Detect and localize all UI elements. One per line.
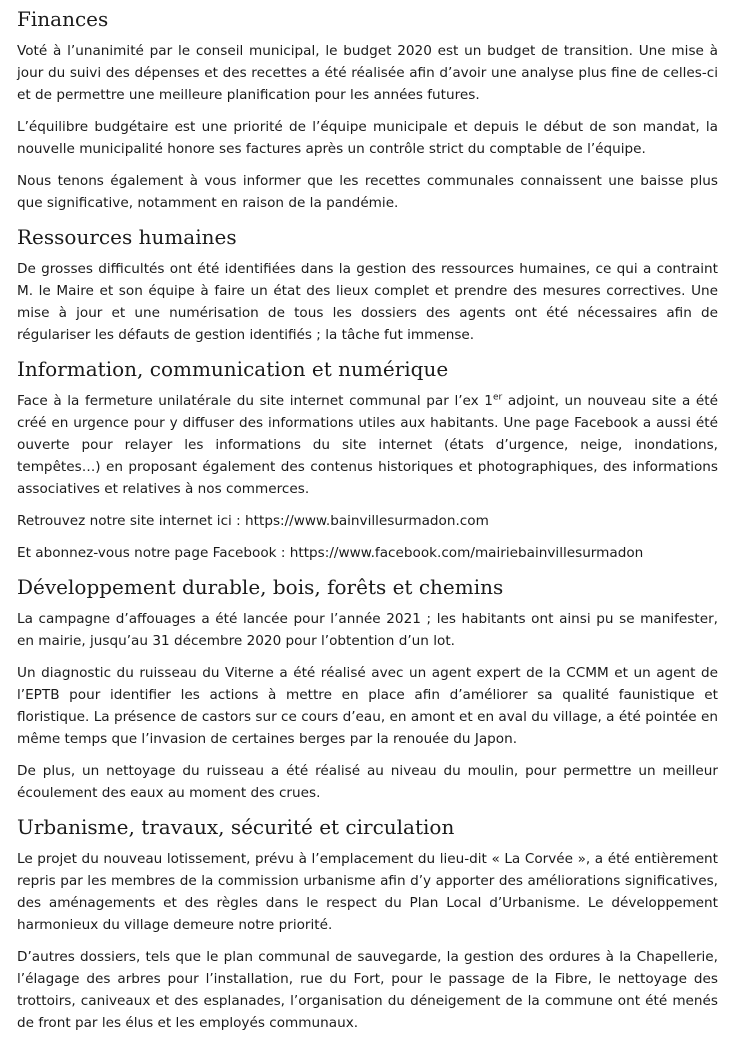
website-line: Retrouvez notre site internet ici : https://www.bainvillesurmadon.com [17, 513, 489, 529]
paragraph: Voté à l’unanimité par le conseil municipal, le budget 2020 est un budget de transition. Une mise à jour du suivi des dépenses et des recettes a été réalisée afin d’avoir une analyse plus fine de celles-ci et de permettre une meilleure planification pour les années futures. [17, 43, 718, 103]
section-heading: Information, communication et numérique [17, 357, 449, 381]
facebook-line: Et abonnez-vous notre page Facebook : https://www.facebook.com/mairiebainvillesurmadon [17, 545, 644, 561]
section-heading: Développement durable, bois, forêts et chemins [17, 575, 504, 599]
superscript: er [492, 392, 503, 403]
section-ressources-humaines [17, 224, 718, 346]
paragraph: L’équilibre budgétaire est une priorité de l’équipe municipale et depuis le début de son mandat, la nouvelle municipalité honore ses factures après un contrôle strict du comptable de l’équipe. [17, 119, 718, 157]
section-information-communication [17, 356, 718, 564]
paragraph-text: Face à la fermeture unilatérale du site internet communal par l’ex 1 [17, 393, 493, 409]
paragraph: Nous tenons également à vous informer que les recettes communales connaissent une baisse plus que significative, notamment en raison de la pandémie. [17, 173, 718, 211]
paragraph-text: adjoint, un nouveau site a été créé en urgence pour y diffuser des informations utiles aux habitants. Une page Facebook a aussi été ouverte pour relayer les informations du site internet (états d’urgence, neige, inondations, tempêtes…) en proposant également des contenus historiques et photographiques, des informations associatives et relatives à nos commerces. [17, 393, 718, 497]
section-heading: Urbanisme, travaux, sécurité et circulation [17, 815, 455, 839]
section-heading: Finances [17, 7, 109, 31]
document-page [17, 6, 718, 1044]
paragraph: De plus, un nettoyage du ruisseau a été réalisé au niveau du moulin, pour permettre un meilleur écoulement des eaux au moment des crues. [17, 763, 718, 801]
paragraph: Un diagnostic du ruisseau du Viterne a été réalisé avec un agent expert de la CCMM et un agent de l’EPTB pour identifier les actions à mettre en place afin d’améliorer sa qualité faunistique et floristique. La présence de castors sur ce cours d’eau, en amont et en aval du village, a été pointée en même temps que l’invasion de certaines berges par la renouée du Japon. [17, 665, 718, 747]
paragraph: Le projet du nouveau lotissement, prévu à l’emplacement du lieu-dit « La Corvée », a été entièrement repris par les membres de la commission urbanisme afin d’y apporter des améliorations significatives, des aménagements et des règles dans le respect du Plan Local d’Urbanisme. Le développement harmonieux du village demeure notre priorité. [17, 851, 718, 933]
paragraph: D’autres dossiers, tels que le plan communal de sauvegarde, la gestion des ordures à la Chapellerie, l’élagage des arbres pour l’installation, rue du Fort, pour le passage de la Fibre, le nettoyage des trottoirs, caniveaux et des esplanades, l’organisation du déneigement de la commune ont été menés de front par les élus et les employés communaux. [17, 949, 718, 1031]
section-finances [17, 6, 718, 214]
paragraph: De grosses difficultés ont été identifiées dans la gestion des ressources humaines, ce qui a contraint M. le Maire et son équipe à faire un état des lieux complet et prendre des mesures correctives. Une mise à jour et une numérisation de tous les dossiers des agents ont été nécessaires afin de régulariser les défauts de gestion identifiés ; la tâche fut immense. [17, 261, 718, 343]
section-urbanisme [17, 814, 718, 1034]
section-developpement-durable [17, 574, 718, 804]
paragraph: La campagne d’affouages a été lancée pour l’année 2021 ; les habitants ont ainsi pu se manifester, en mairie, jusqu’au 31 décembre 2020 pour l’obtention d’un lot. [17, 611, 718, 649]
paragraph [17, 390, 718, 500]
section-heading: Ressources humaines [17, 225, 237, 249]
